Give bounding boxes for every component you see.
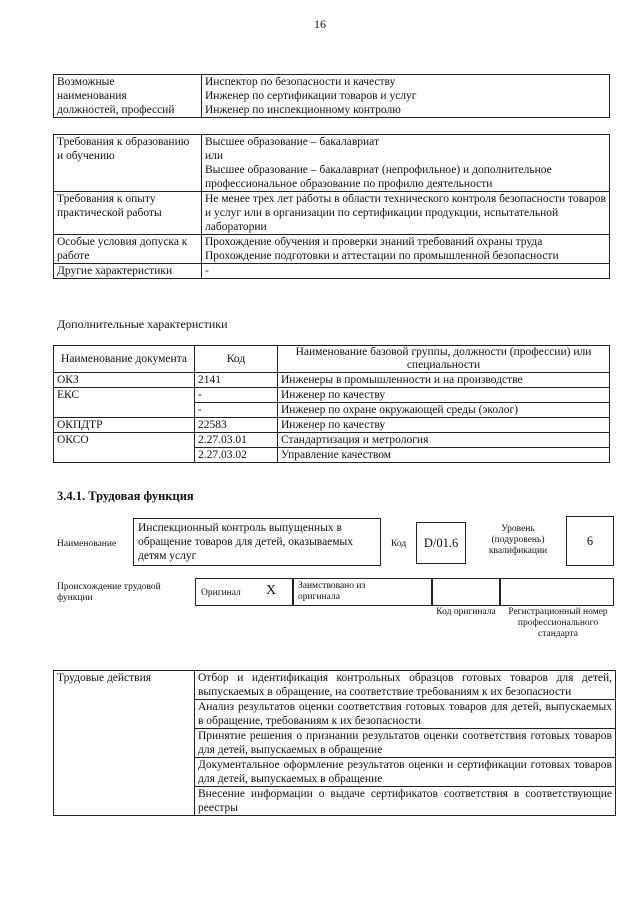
row-value: Не менее трех лет работы в области технического контроля безопасности товаров и услуг или в организации по сертификации продукции, испытательной лаборатории: [202, 192, 610, 235]
positions-label: [54, 75, 202, 118]
action-item: Принятие решения о признании результатов оценки соответствия готовых товаров для детей, выпускаемых в обращение: [195, 729, 616, 758]
borrowed-label: Заимствовано из оригинала: [298, 581, 366, 602]
requirements-table: [53, 134, 610, 279]
code-cell: 22583: [195, 418, 278, 433]
action-item: Отбор и идентификация контрольных образцов готовых товаров для детей, выпускаемых в обращение, на соответствие требованиям к их безопасности: [195, 671, 616, 700]
labor-function-title: 3.4.1. Трудовая функция: [57, 489, 194, 503]
label-line: должностей, профессий: [57, 104, 175, 116]
borrowed-cell: [293, 578, 432, 606]
name-label: Наименование: [57, 539, 117, 549]
header-document: Наименование документа: [54, 346, 195, 373]
positions-table: [53, 74, 610, 118]
positions-values: [202, 75, 610, 118]
table-row: [54, 373, 610, 388]
action-item: Внесение информации о выдаче сертификатов соответствия в соответствующие реестры: [195, 787, 616, 816]
labor-actions-table: [53, 670, 616, 816]
origin-label: Происхождение трудовой функции: [57, 582, 161, 603]
code-cell: 2.27.03.01: [195, 433, 278, 448]
actions-label: Трудовые действия: [54, 671, 195, 816]
additional-characteristics-title: Дополнительные характеристики: [57, 317, 228, 331]
row-value: [202, 135, 610, 192]
code-cell: -: [195, 388, 278, 403]
position-item: Инспектор по безопасности и качеству: [205, 76, 396, 88]
table-row: [54, 418, 610, 433]
row-value: [202, 235, 610, 264]
header-group-name: Наименование базовой группы, должности (профессии) или специальности: [278, 346, 610, 373]
table-row: [54, 433, 610, 448]
table-row: [54, 671, 616, 700]
table-row: [54, 264, 610, 279]
value-line: Высшее образование – бакалавриат: [205, 136, 379, 148]
table-row: [54, 192, 610, 235]
doc-cell: ОКСО: [54, 433, 195, 463]
classifiers-table: [53, 345, 610, 463]
table-row: [54, 235, 610, 264]
doc-cell: ОКЗ: [54, 373, 195, 388]
origin-code-label: Код оригинала: [436, 607, 496, 617]
row-label: Требования к опыту практической работы: [54, 192, 202, 235]
row-value: -: [202, 264, 610, 279]
name-cell: Управление качеством: [278, 448, 610, 463]
code-cell: 2.27.03.02: [195, 448, 278, 463]
function-name-box: Инспекционный контроль выпущенных в обращение товаров для детей, оказываемых детям услуг: [133, 518, 381, 566]
label-line: Возможные: [57, 76, 115, 88]
position-item: Инженер по инспекционному контролю: [205, 104, 401, 116]
name-cell: Инженер по охране окружающей среды (эколог): [278, 403, 610, 418]
name-cell: Инженер по качеству: [278, 388, 610, 403]
doc-cell: ОКПДТР: [54, 418, 195, 433]
row-label: Другие характеристики: [54, 264, 202, 279]
header-code: Код: [195, 346, 278, 373]
qualification-level-label: Уровень (подуровень) квалификации: [488, 524, 548, 556]
code-cell: -: [195, 403, 278, 418]
page-number: 16: [314, 17, 326, 31]
function-code-box: D/01.6: [416, 522, 466, 564]
code-cell: 2141: [195, 373, 278, 388]
name-cell: Стандартизация и метрология: [278, 433, 610, 448]
table-row: [54, 135, 610, 192]
original-cell: [195, 578, 293, 606]
label-line: наименования: [57, 90, 127, 102]
value-line: Прохождение обучения и проверки знаний требований охраны труда: [205, 236, 543, 248]
value-line: Прохождение подготовки и аттестации по промышленной безопасности: [205, 250, 559, 262]
qualification-level-box: 6: [566, 516, 614, 566]
original-label: Оригинал: [201, 588, 241, 598]
original-mark: X: [266, 583, 277, 598]
row-label: Особые условия допуска к работе: [54, 235, 202, 264]
reg-number-cell: [500, 578, 614, 606]
doc-cell: ЕКС: [54, 388, 195, 418]
code-label: Код: [391, 539, 407, 549]
value-line: Высшее образование – бакалавриат (непрофильное) и дополнительное профессиональное образование по профилю деятельности: [205, 164, 552, 190]
row-label: Требования к образованию и обучению: [54, 135, 202, 192]
table-row: [54, 388, 610, 403]
reg-number-label: Регистрационный номер профессионального стандарта: [508, 607, 608, 639]
value-line: или: [205, 150, 224, 162]
position-item: Инженер по сертификации товаров и услуг: [205, 90, 417, 102]
table-header-row: [54, 346, 610, 373]
name-cell: Инженеры в промышленности и на производстве: [278, 373, 610, 388]
action-item: Документальное оформление результатов оценки и сертификации готовых товаров для детей, выпускаемых в обращение: [195, 758, 616, 787]
origin-code-cell: [432, 578, 500, 606]
action-item: Анализ результатов оценки соответствия готовых товаров для детей, выпускаемых в обращение, требованиям к их безопасности: [195, 700, 616, 729]
name-cell: Инженер по качеству: [278, 418, 610, 433]
